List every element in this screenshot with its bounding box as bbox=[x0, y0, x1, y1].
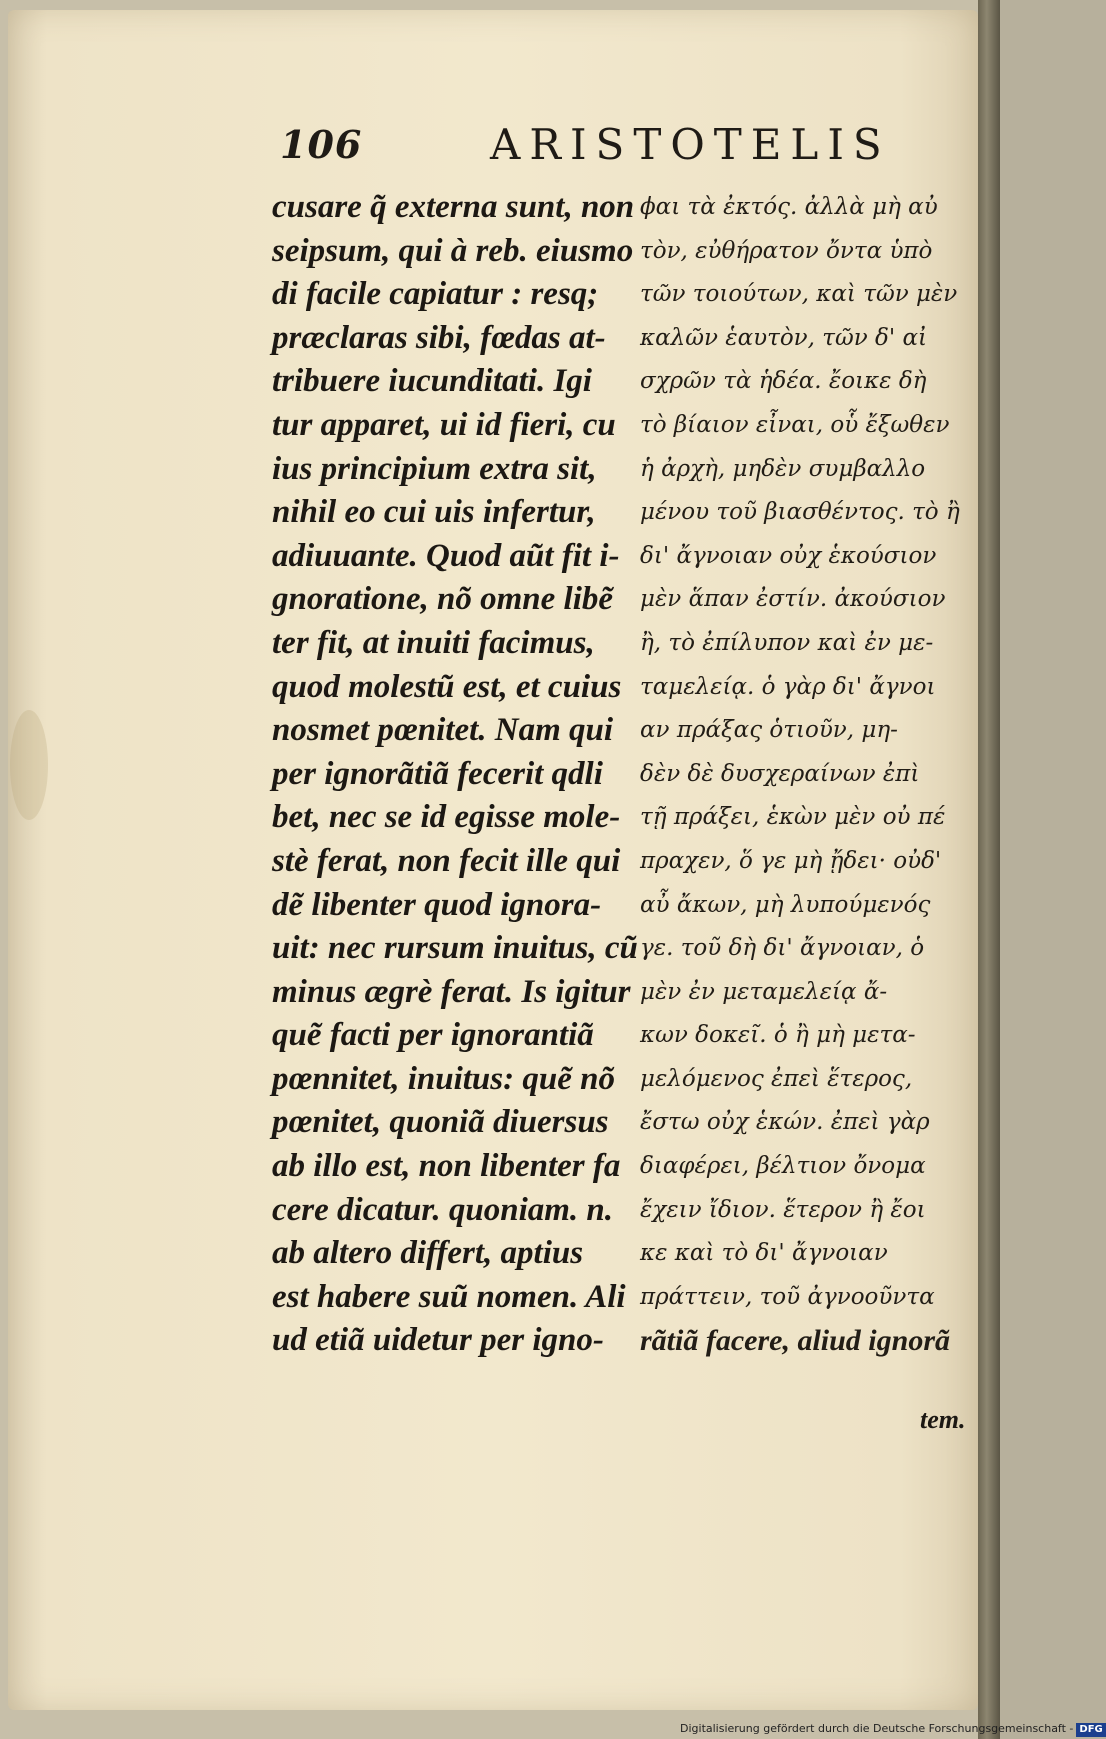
credit-text: Digitalisierung gefördert durch die Deutsche Forschungsgemeinschaft - bbox=[680, 1722, 1074, 1735]
catchword: tem. bbox=[920, 1405, 966, 1434]
text-line: ab illo est, non libenter fa bbox=[272, 1148, 621, 1185]
text-line: di facile capiatur : resq; bbox=[272, 276, 599, 313]
text-line: dẽ libenter quod ignora- bbox=[272, 886, 602, 923]
text-line: rãtiã facere, aliud ignorã bbox=[640, 1324, 951, 1358]
text-line: tribuere iucunditati. Igi bbox=[272, 363, 592, 400]
text-line: τὸ βίαιον εἶναι, οὗ ἔξωθεν bbox=[640, 411, 950, 438]
running-title: ARISTOTELIS bbox=[490, 120, 891, 169]
text-line: δι' ἄγνοιαν οὐχ ἑκούσιον bbox=[640, 542, 937, 569]
text-line: pœnitet, quoniã diuersus bbox=[272, 1104, 609, 1141]
text-line: nosmet pœnitet. Nam qui bbox=[272, 712, 614, 749]
text-line: ἔστω οὐχ ἑκών. ἐπεὶ γὰρ bbox=[640, 1109, 930, 1136]
dfg-logo: DFG bbox=[1076, 1723, 1105, 1737]
text-line: præclaras sibi, fœdas at- bbox=[272, 319, 606, 356]
digitization-credit bbox=[680, 1718, 1103, 1739]
text-line: quod molestũ est, et cuius bbox=[272, 668, 622, 705]
text-line: ius principium extra sit, bbox=[272, 450, 597, 487]
text-line: καλῶν ἑαυτὸν, τῶν δ' αἰ bbox=[640, 324, 928, 351]
text-line: pœnnitet, inuitus: quẽ nõ bbox=[272, 1060, 615, 1097]
text-line: cusare q̃ externa sunt, non bbox=[272, 189, 635, 225]
text-line: μὲν ἅπαν ἐστίν. ἀκούσιον bbox=[640, 586, 946, 613]
text-line: ter fit, at inuiti facimus, bbox=[272, 624, 595, 661]
text-line: τῶν τοιούτων, καὶ τῶν μὲν bbox=[640, 281, 958, 308]
text-line: δὲν δὲ δυσχεραίνων ἐπὶ bbox=[640, 760, 920, 787]
text-line: ἡ ἀρχὴ, μηδὲν συμβαλλο bbox=[640, 455, 926, 482]
latin-text-column bbox=[272, 186, 638, 1363]
text-line: ab altero differt, aptius bbox=[272, 1235, 584, 1272]
text-line: tur apparet, ui id fieri, cu bbox=[272, 406, 616, 443]
text-line: τὸν, εὐθήρατον ὄντα ὑπὸ bbox=[640, 237, 933, 264]
text-line: ud etiã uidetur per igno- bbox=[272, 1322, 604, 1359]
page-header bbox=[0, 118, 1000, 168]
text-line: uit: nec rursum inuitus, cũ bbox=[272, 930, 638, 967]
text-line: μὲν ἐν μεταμελείᾳ ἄ- bbox=[640, 978, 888, 1005]
text-line: αν πράξας ὁτιοῦν, μη- bbox=[640, 717, 898, 744]
text-line: κων δοκεῖ. ὁ ἢ μὴ μετα- bbox=[640, 1022, 916, 1049]
text-line: κε καὶ τὸ δι' ἄγνοιαν bbox=[640, 1240, 888, 1267]
text-line: μένου τοῦ βιασθέντος. τὸ ἢ bbox=[640, 499, 960, 526]
text-line: τῇ πράξει, ἑκὼν μὲν οὐ πέ bbox=[640, 804, 946, 831]
text-line: πράττειν, τοῦ ἀγνοοῦντα bbox=[640, 1283, 935, 1310]
text-line: est habere suũ nomen. Ali bbox=[272, 1278, 626, 1315]
text-line: διαφέρει, βέλτιον ὄνομα bbox=[640, 1153, 926, 1180]
text-line: bet, nec se id egisse mole- bbox=[272, 799, 621, 836]
text-line: ἔχειν ἴδιον. ἕτερον ἢ ἔοι bbox=[640, 1196, 926, 1223]
text-line: per ignorãtiã fecerit qdli bbox=[272, 755, 603, 792]
page-number: 106 bbox=[280, 122, 363, 167]
page-stain bbox=[10, 710, 48, 820]
text-line: stè ferat, non fecit ille qui bbox=[272, 842, 621, 879]
text-line: μελόμενος ἐπεὶ ἕτερος, bbox=[640, 1065, 913, 1092]
text-line: αὖ ἄκων, μὴ λυπούμενός bbox=[640, 891, 931, 918]
text-line: γε. τοῦ δὴ δι' ἄγνοιαν, ὁ bbox=[640, 935, 925, 962]
text-line: πραχεν, ὅ γε μὴ ᾔδει· οὐδ' bbox=[640, 847, 942, 874]
text-line: quẽ facti per ignorantiã bbox=[272, 1017, 594, 1054]
text-line: ταμελείᾳ. ὁ γὰρ δι' ἄγνοι bbox=[640, 673, 936, 700]
text-line: nihil eo cui uis infertur, bbox=[272, 494, 596, 531]
text-line: cere dicatur. quoniam. n. bbox=[272, 1191, 614, 1228]
text-line: σχρῶν τὰ ἡδέα. ἔοικε δὴ bbox=[640, 368, 927, 395]
text-line: ϕαι τὰ ἐκτός. ἀλλὰ μὴ αὐ bbox=[640, 194, 938, 220]
text-line: gnoratione, nõ omne libẽ bbox=[272, 581, 614, 618]
text-line: adiuuante. Quod aũt fit i- bbox=[272, 537, 620, 574]
text-line: seipsum, qui à reb. eiusmo bbox=[272, 232, 634, 269]
text-line: ἢ, τὸ ἐπίλυπον καὶ ἐν με- bbox=[640, 629, 934, 656]
page-edge-strip bbox=[978, 0, 1000, 1739]
text-line: minus ægrè ferat. Is igitur bbox=[272, 973, 631, 1010]
greek-text-column bbox=[640, 186, 970, 1363]
